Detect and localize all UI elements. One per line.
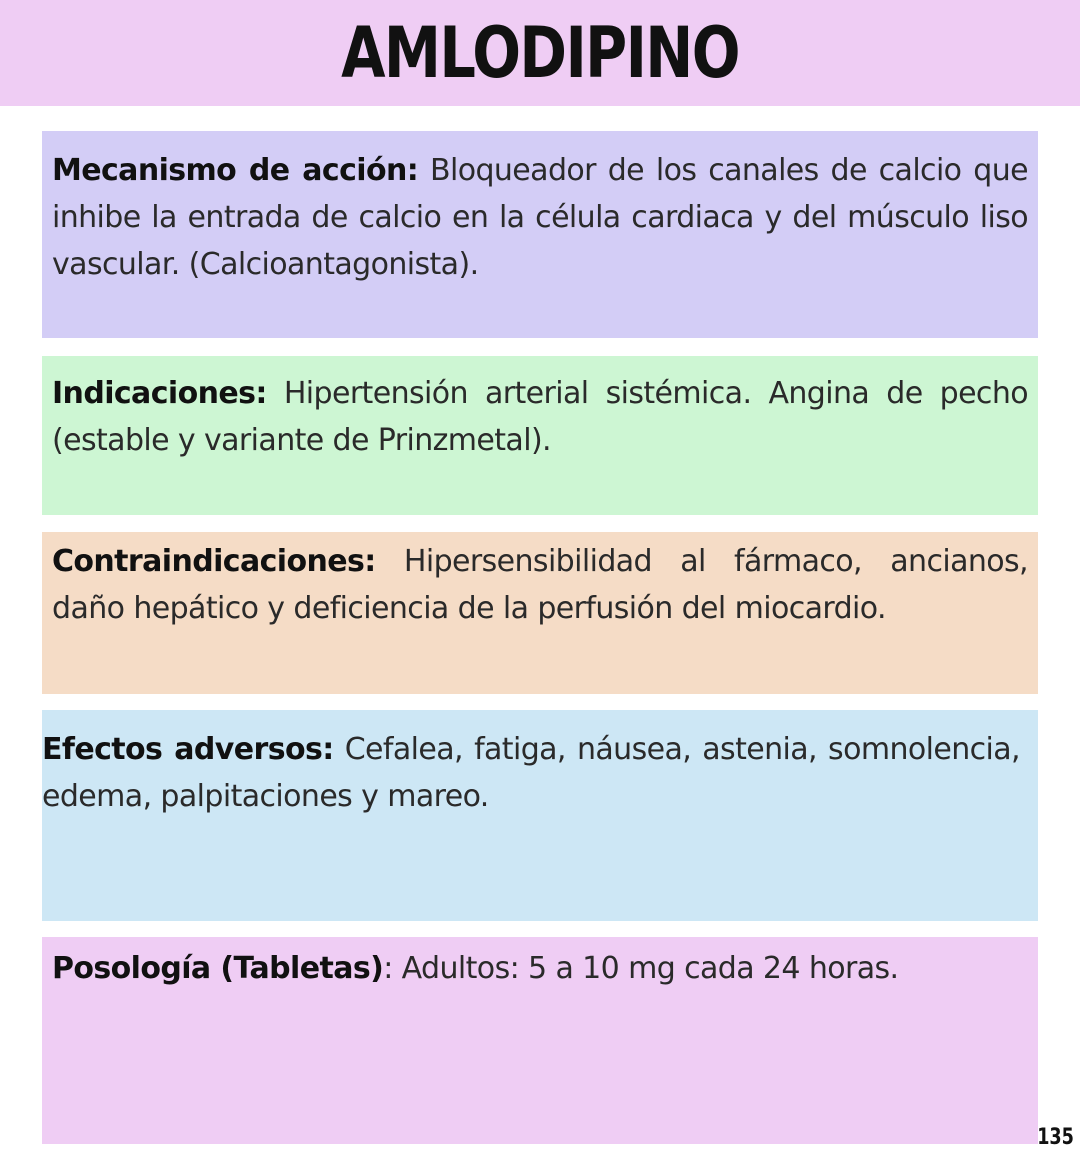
section-contraindicaciones bbox=[42, 532, 1038, 694]
section-indicaciones bbox=[42, 356, 1038, 515]
section-posologia bbox=[42, 937, 1038, 1144]
section-label: Mecanismo de acción: bbox=[52, 153, 419, 188]
section-mecanismo bbox=[42, 131, 1038, 338]
section-label: Efectos adversos: bbox=[42, 732, 334, 767]
section-label: Indicaciones: bbox=[52, 376, 267, 411]
title-banner bbox=[0, 0, 1080, 106]
page-title: AMLODIPINO bbox=[341, 12, 739, 94]
section-label: Contraindicaciones: bbox=[52, 544, 376, 579]
page-number: 135 bbox=[1037, 1125, 1074, 1150]
section-text: Bloqueador de los canales de calcio que inhibe la entrada de calcio en la célula cardiaca y del músculo liso vascular. (Calcioantagonista). bbox=[52, 153, 1028, 282]
section-label: Posología (Tabletas) bbox=[52, 951, 384, 986]
section-text: Cefalea, fatiga, náusea, astenia, somnolencia, edema, palpitaciones y mareo. bbox=[42, 732, 1020, 814]
section-text: Hipersensibilidad al fármaco, ancianos, daño hepático y deficiencia de la perfusión del miocardio. bbox=[52, 544, 1028, 626]
section-efectos-adversos bbox=[42, 710, 1038, 921]
section-text: Hipertensión arterial sistémica. Angina de pecho (estable y variante de Prinzmetal). bbox=[52, 376, 1028, 458]
section-text: : Adultos: 5 a 10 mg cada 24 horas. bbox=[383, 951, 899, 986]
